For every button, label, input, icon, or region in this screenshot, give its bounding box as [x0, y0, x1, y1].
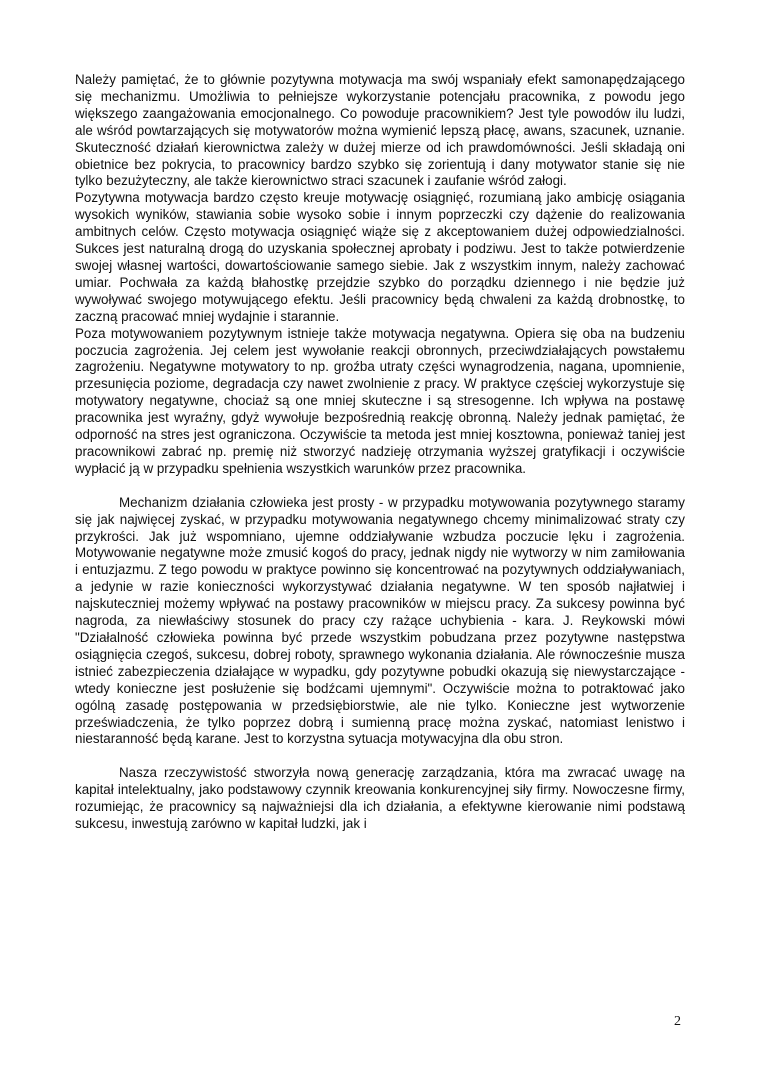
paragraph-negative-motivation: Poza motywowaniem pozytywnym istnieje także motywacja negatywna. Opiera się oba na budzeniu poczucia zagrożenia. Jej celem jest wywołanie reakcji obronnych, przeciwdziałających powstałemu zagrożeniu. Negatywne motywatory to np. groźba utraty części wynagrodzenia, nagana, upomnienie, przesunięcia poziome, degradacja czy nawet zwolnienie z pracy. W praktyce częściej wykorzystuje się motywatory negatywne, chociaż są one mniej skuteczne i są stresogenne. Ich wpływa na postawę pracownika jest wyraźny, gdyż wywołuje bezpośrednią reakcję obronną. Należy jednak pamiętać, że odporność na stres jest ograniczona. Oczywiście ta metoda jest mniej kosztowna, ponieważ taniej jest pracownikowi zabrać np. premię niż stworzyć nadzieję otrzymania wyższej gratyfikacji i oczywiście wypłacić ją w przypadku spełnienia wszystkich warunków przez pracownika. — [75, 325, 685, 476]
paragraph-spacer — [75, 748, 685, 765]
paragraph-achievement-motivation: Pozytywna motywacja bardzo często kreuje motywację osiągnięć, rozumianą jako ambicję osiągania wysokich wyników, stawiania sobie wysoko sobie i innym poprzeczki czy dążenie do realizowania ambitnych celów. Często motywacja osiągnięć wiąże się z akceptowaniem dużej odpowiedzialności. Sukces jest naturalną drogą do uzyskania społecznej aprobaty i podziwu. Jest to także potwierdzenie swojej własnej wartości, dowartościowanie samego siebie. Jak z wszystkim innym, należy zachować umiar. Pochwała za każdą błahostkę przejdzie szybko do porządku dziennego i nie będzie już wywoływać swojego motywującego efektu. Jeśli pracownicy będą chwaleni za każdą drobnostkę, to zaczną pracować mniej wydajnie i starannie. — [75, 190, 685, 324]
paragraph-positive-motivation: Należy pamiętać, że to głównie pozytywna motywacja ma swój wspaniały efekt samonapędzającego się mechanizmu. Umożliwia to pełniejsze wykorzystanie potencjału pracownika, z powodu jego większego zaangażowania emocjonalnego. Co powoduje pracownikiem? Jest tyle powodów ilu ludzi, ale wśród powtarzających się motywatorów można wymienić lepszą płacę, awans, szacunek, uznanie. Skuteczność działań kierownictwa zależy w dużej mierze od ich prawdomówności. Jeśli składają oni obietnice bez pokrycia, to pracownicy bardzo szybko się zorientują i dany motywator stanie się nie tylko bezużyteczny, ale także kierownictwo straci szacunek i zaufanie wśród załogi. — [75, 72, 685, 189]
page-number: 2 — [674, 1014, 681, 1029]
document-page — [75, 72, 685, 833]
paragraph-spacer — [75, 478, 685, 495]
paragraph-new-management: Nasza rzeczywistość stworzyła nową generację zarządzania, która ma zwracać uwagę na kapitał intelektualny, jako podstawowy czynnik kreowania konkurencyjnej siły firmy. Nowoczesne firmy, rozumiejąc, że pracownicy są najważniejsi dla ich działania, a efektywne kierowanie nimi podstawą sukcesu, inwestują zarówno w kapitał ludzki, jak i — [75, 765, 685, 832]
paragraph-human-mechanism: Mechanizm działania człowieka jest prosty - w przypadku motywowania pozytywnego staramy się jak najwięcej zyskać, w przypadku motywowania negatywnego chcemy minimalizować straty czy przykrości. Jak już wspomniano, ujemne oddziaływanie wzbudza poczucie lęku i zagrożenia. Motywowanie negatywne może zmusić kogoś do pracy, jednak nigdy nie wytworzy w nim zamiłowania i entuzjazmu. Z tego powodu w praktyce powinno się koncentrować na pozytywnych oddziaływaniach, a jedynie w razie konieczności wykorzystywać działania negatywne. W ten sposób najłatwiej i najskuteczniej możemy wpływać na postawy pracowników w miejscu pracy. Za sukcesy powinna być nagroda, za niewłaściwy stosunek do pracy czy rażące uchybienia - kara. J. Reykowski mówi "Działalność człowieka powinna być przede wszystkim pobudzana przez pozytywne następstwa osiągnięcia czegoś, sukcesu, dobrej roboty, sprawnego wykonania działania. Ale równocześnie musza istnieć zabezpieczenia działające w wypadku, gdy pozytywne pobudki okazują się niewystarczające - wtedy konieczne jest posłużenie się bodźcami ujemnymi". Oczywiście można to potraktować jako ogólną zasadę postępowania w przedsiębiorstwie, ale nie tylko. Konieczne jest wytworzenie przeświadczenia, że tylko poprzez dobrą i sumienną pracę można zyskać, natomiast lenistwo i niestaranność będą karane. Jest to korzystna sytuacja motywacyjna dla obu stron. — [75, 494, 685, 747]
